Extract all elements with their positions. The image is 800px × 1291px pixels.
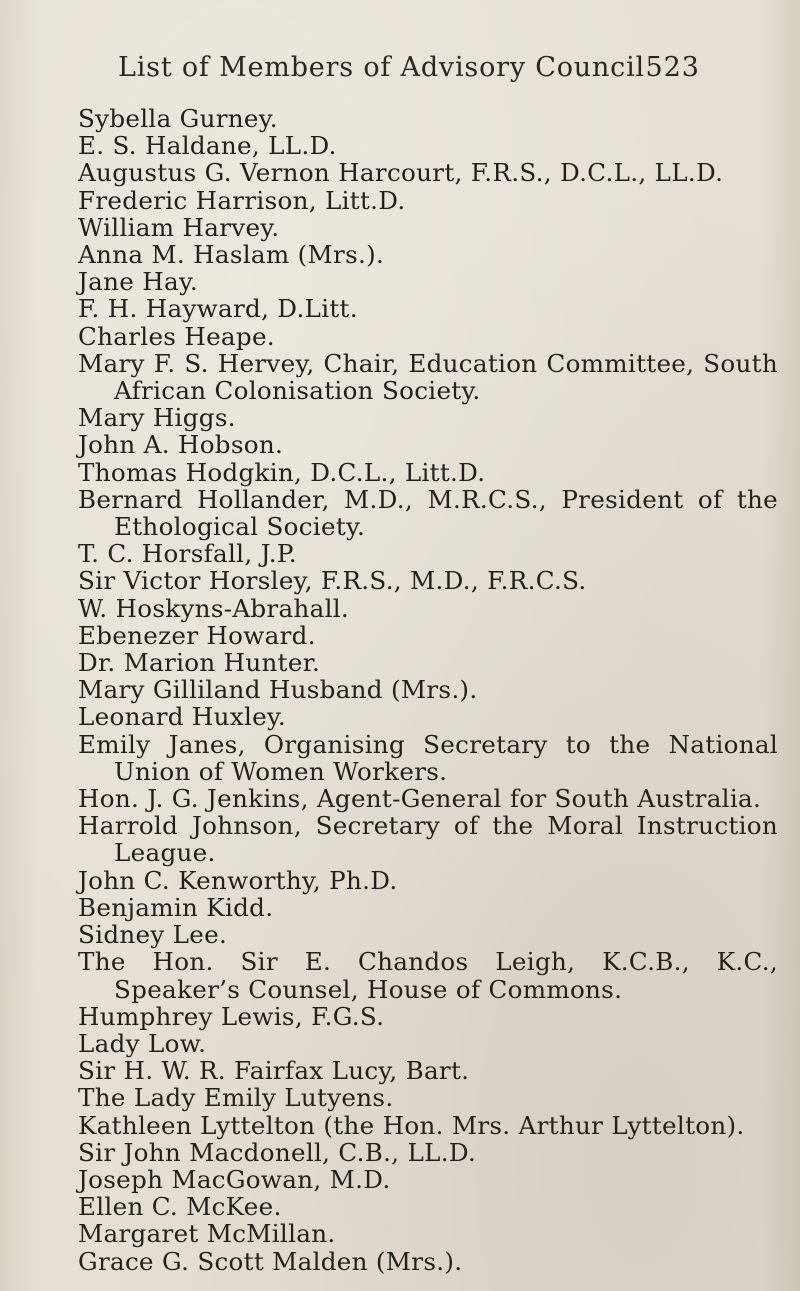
list-item: Grace G. Scott Malden (Mrs.). <box>78 1246 463 1276</box>
list-item: John A. Hobson. <box>78 430 284 460</box>
list-item: Hon. J. G. Jenkins, Agent-General for South Australia. <box>78 784 762 814</box>
list-item: T. C. Horsfall, J.P. <box>78 539 297 569</box>
list-item: Augustus G. Vernon Harcourt, F.R.S., D.C.L., LL.D. <box>78 158 724 188</box>
list-item: Mary Higgs. <box>78 403 236 433</box>
list-item: Dr. Marion Hunter. <box>78 648 321 678</box>
list-item: The Hon. Sir E. Chandos Leigh, K.C.B., K.C., Speaker’s Counsel, House of Commons. <box>78 947 778 1004</box>
list-item: Emily Janes, Organising Secretary to the National Union of Women Workers. <box>78 729 778 786</box>
list-item: E. S. Haldane, LL.D. <box>78 131 337 161</box>
list-item: Ebenezer Howard. <box>78 620 316 650</box>
list-item: Leonard Huxley. <box>78 702 287 732</box>
list-item: Sir John Macdonell, C.B., LL.D. <box>78 1137 477 1167</box>
list-item: John C. Kenworthy, Ph.D. <box>78 865 398 895</box>
list-item: Sir Victor Horsley, F.R.S., M.D., F.R.C.S. <box>78 566 587 596</box>
page-number: 523 <box>645 52 700 83</box>
member-list <box>78 105 778 1275</box>
list-item: Sybella Gurney. <box>78 104 278 133</box>
list-item: Sidney Lee. <box>78 920 228 950</box>
list-item: F. H. Hayward, D.Litt. <box>78 294 358 324</box>
list-item: Mary Gilliland Husband (Mrs.). <box>78 675 478 705</box>
list-item: Joseph MacGowan, M.D. <box>78 1164 391 1194</box>
list-item: Anna M. Haslam (Mrs.). <box>78 240 385 270</box>
list-item: Thomas Hodgkin, D.C.L., Litt.D. <box>78 457 486 487</box>
list-item: Harrold Johnson, Secretary of the Moral Instruction League. <box>78 811 778 868</box>
list-item: The Lady Emily Lutyens. <box>78 1083 394 1113</box>
list-item: Frederic Harrison, Litt.D. <box>78 185 406 215</box>
list-item: Mary F. S. Hervey, Chair, Education Committee, South African Colonisation Society. <box>78 348 778 406</box>
list-item: Ellen C. McKee. <box>78 1192 282 1222</box>
list-item: Humphrey Lewis, F.G.S. <box>78 1001 385 1031</box>
list-item: W. Hoskyns-Abrahall. <box>78 593 350 623</box>
list-item: Jane Hay. <box>78 267 198 297</box>
list-item: Margaret McMillan. <box>78 1219 336 1249</box>
list-item: Lady Low. <box>78 1028 207 1058</box>
list-item: Benjamin Kidd. <box>78 892 274 922</box>
running-head <box>118 52 700 83</box>
running-head-title: List of Members of Advisory Council <box>118 52 645 83</box>
list-item: Bernard Hollander, M.D., M.R.C.S., President of the Ethological Society. <box>78 484 778 542</box>
list-item: Charles Heape. <box>78 321 275 351</box>
list-item: Sir H. W. R. Fairfax Lucy, Bart. <box>78 1056 470 1086</box>
list-item: Kathleen Lyttelton (the Hon. Mrs. Arthur Lyttelton). <box>78 1110 745 1140</box>
list-item: William Harvey. <box>78 212 280 242</box>
